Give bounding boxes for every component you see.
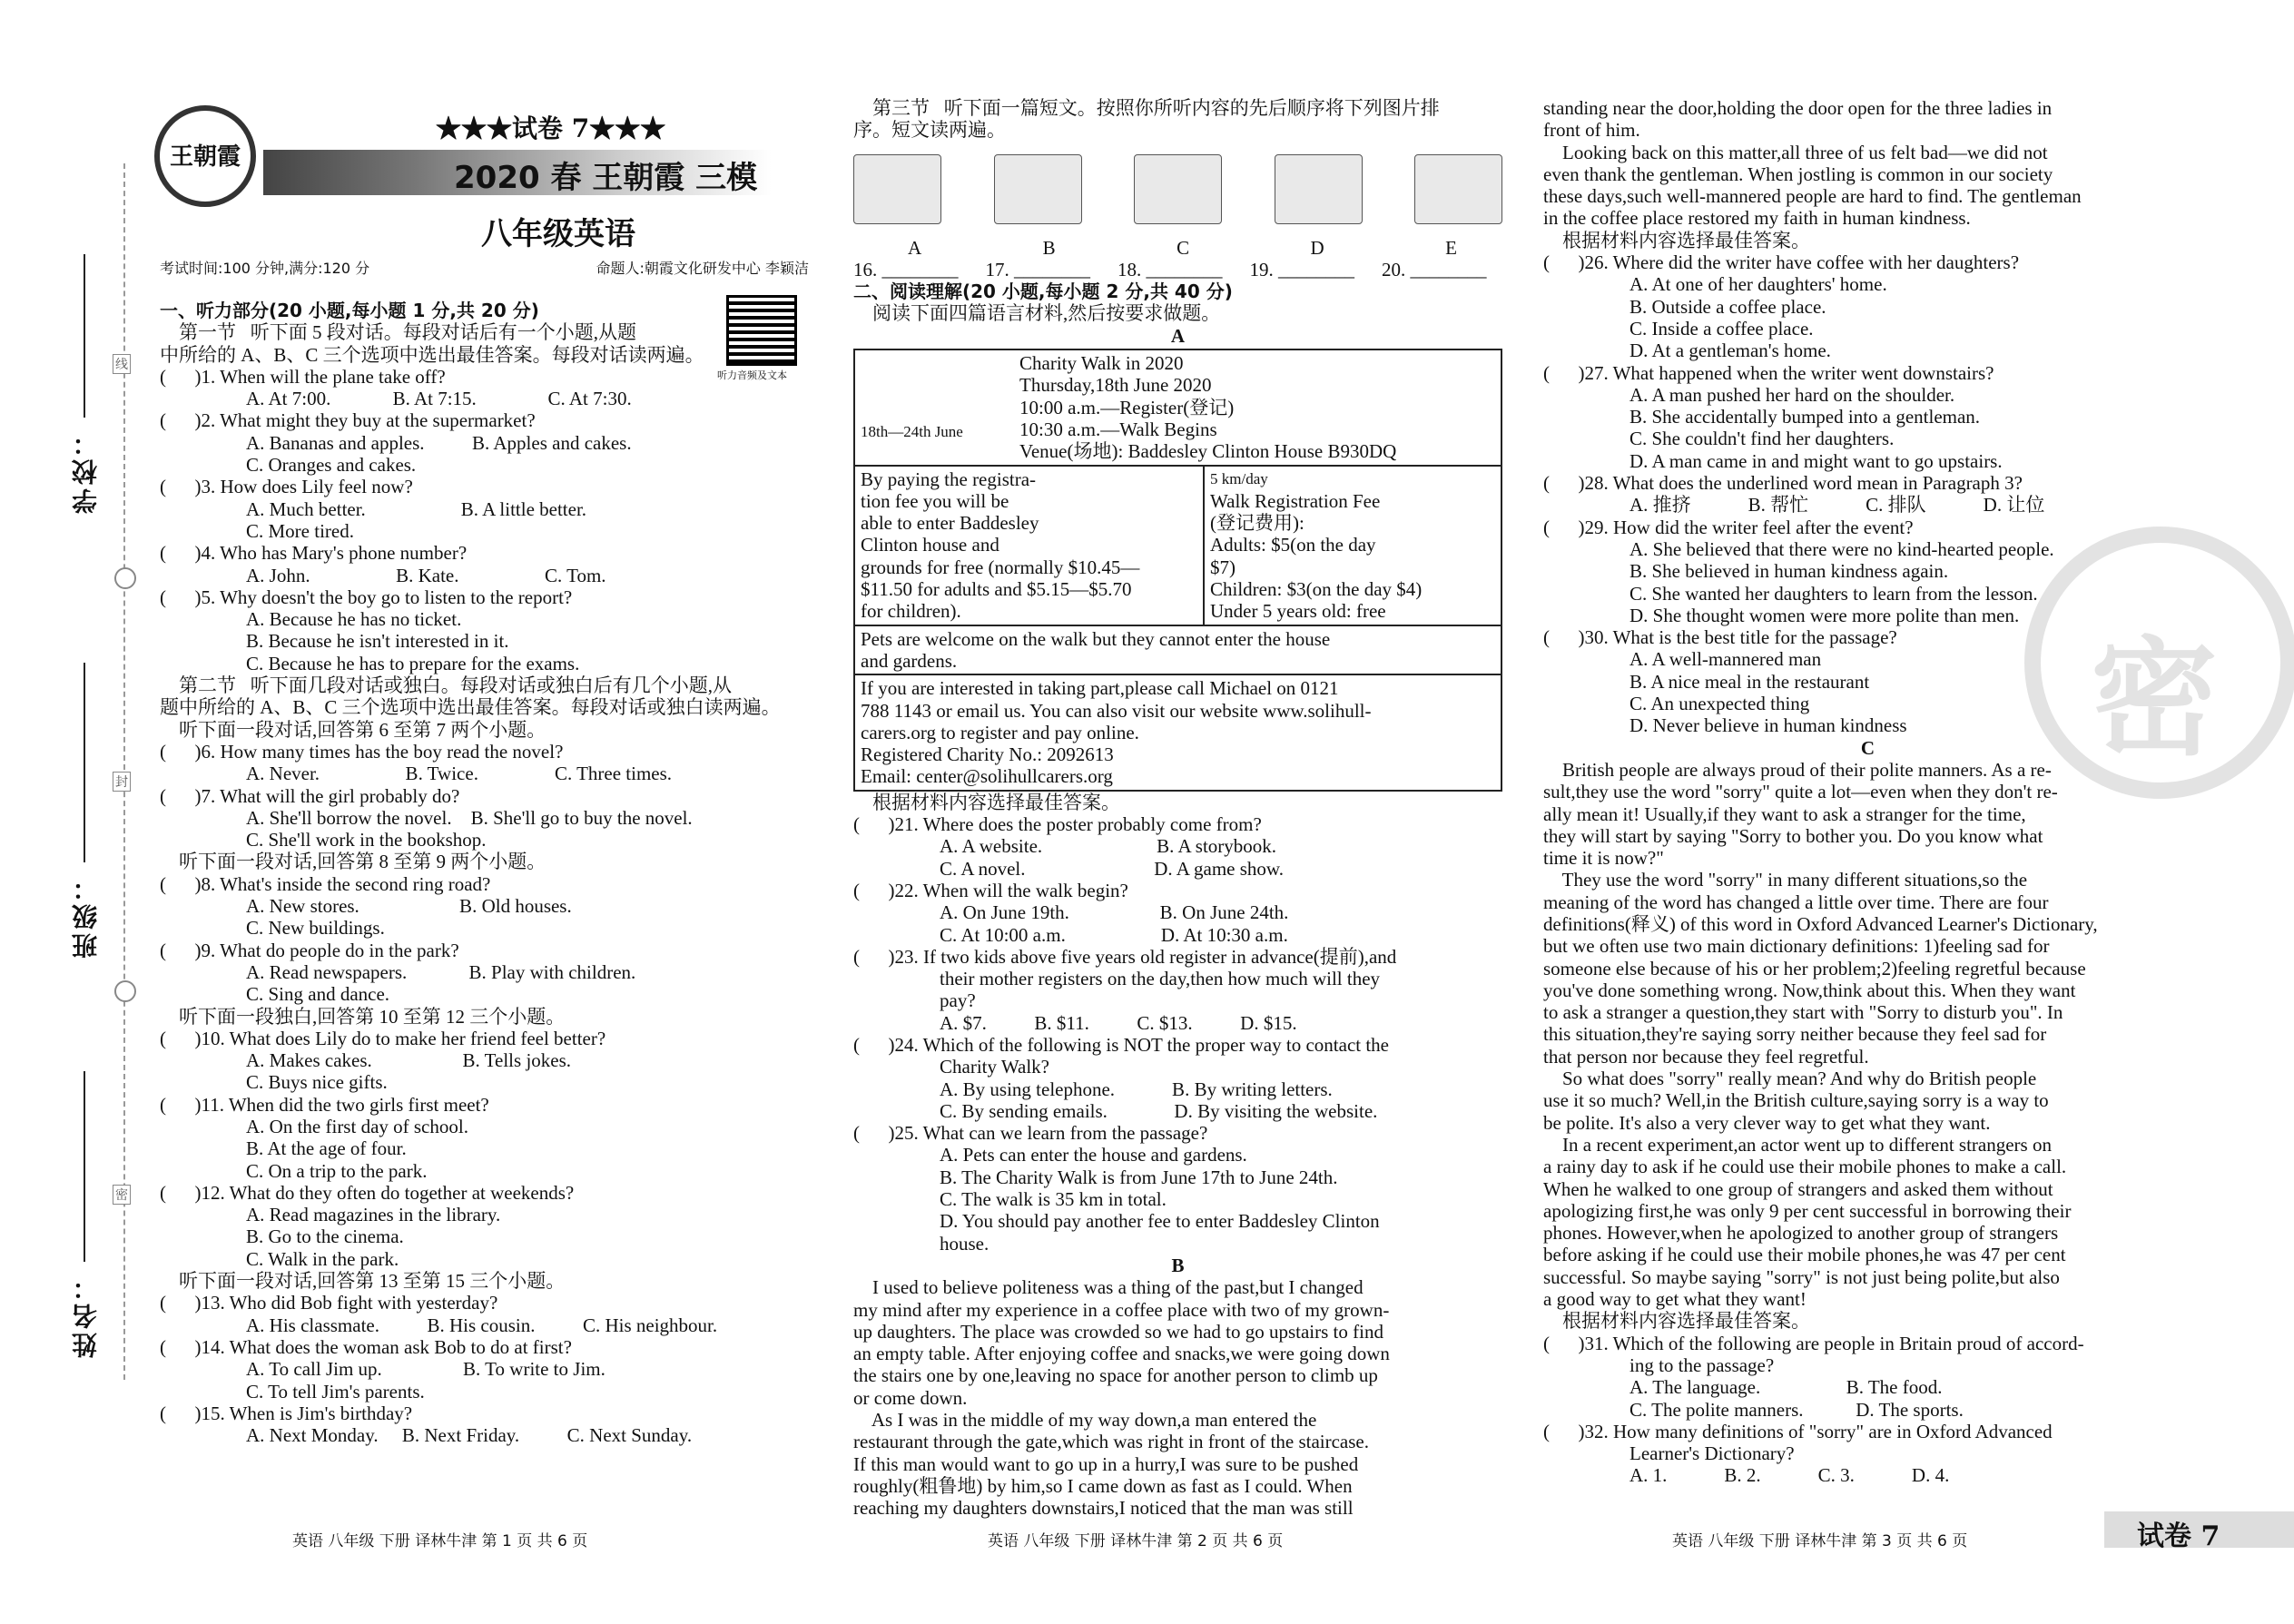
poster-speed: 5 km/day	[1210, 469, 1268, 487]
poster-line: $11.50 for adults and $5.15—$5.70	[861, 578, 1132, 601]
text-line: my mind after my experience in a coffee place with two of my grown-	[853, 1298, 1390, 1321]
text-line: D. Never believe in human kindness	[1629, 714, 1907, 737]
school-label: 学校：	[71, 427, 101, 514]
text-line: So what does "sorry" really mean? And why do British people	[1543, 1068, 2037, 1090]
poster-line: Walk Registration Fee	[1210, 489, 1381, 512]
text-line: B	[1171, 1254, 1185, 1276]
text-line: time it is now?"	[1543, 847, 1664, 870]
text-line: an empty table. After enjoying coffee and snacks,we were going down	[853, 1343, 1390, 1365]
text-line: successful. So maybe saying "sorry" is not just being polite,but also	[1543, 1265, 2060, 1288]
text-line: D. She thought women were more polite than men.	[1629, 604, 2020, 626]
question-line: ( )1. When will the plane take off?	[160, 365, 446, 388]
poster-line: Pets are welcome on the walk but they cannot enter the house	[861, 627, 1331, 650]
text-line: C. A novel. D. A game show.	[940, 857, 1284, 880]
text-line: C. The walk is 35 km in total.	[940, 1188, 1167, 1211]
text-line: C. Sing and dance.	[246, 983, 390, 1006]
text-line: these days,such well-mannered people are hard to find. The gentleman	[1543, 185, 2082, 208]
flower-picture	[1134, 154, 1222, 224]
text-line: that person nor because they feel regretful.	[1543, 1045, 1869, 1068]
poster-line: Venue(场地): Baddesley Clinton House B930DQ	[1019, 440, 1397, 463]
page-2-column	[853, 97, 1502, 1520]
seal-tag: 封	[113, 772, 131, 792]
poster-contact	[855, 675, 1501, 789]
text-line: B. A nice meal in the restaurant	[1629, 670, 1870, 693]
text-line: C. More tired.	[246, 519, 354, 542]
text-line: B. She accidentally bumped into a gentleman.	[1629, 406, 1981, 428]
text-line: standing near the door,holding the door open for the three ladies in	[1543, 97, 2053, 119]
poster-line: Thursday,18th June 2020	[1019, 374, 1212, 397]
watermark-stamp: 密	[2024, 527, 2294, 799]
question-line: ( )25. What can we learn from the passage?	[853, 1122, 1208, 1145]
poster-line: Clinton house and	[861, 534, 999, 556]
text-line: A. Bananas and apples. B. Apples and cakes.	[246, 431, 632, 454]
text-line: 题中所给的 A、B、C 三个选项中选出最佳答案。每段对话或独白读两遍。	[160, 696, 781, 719]
text-line: 听下面一段对话,回答第 13 至第 15 三个小题。	[160, 1270, 566, 1293]
text-line: 中所给的 A、B、C 三个选项中选出最佳答案。每段对话读两遍。	[160, 343, 704, 366]
text-line: A. A website. B. A storybook.	[940, 835, 1277, 858]
text-line: B. The Charity Walk is from June 17th to June 24th.	[940, 1166, 1338, 1188]
text-line: C. Buys nice gifts.	[246, 1071, 388, 1094]
text-line: A. Because he has no ticket.	[246, 608, 462, 631]
poster-line: for children).	[861, 600, 961, 623]
text-line: C. She'll work in the bookshop.	[246, 829, 487, 851]
text-line: A. 推挤 B. 帮忙 C. 排队 D. 让位	[1629, 494, 2045, 517]
picture-label: B	[1042, 236, 1056, 259]
text-line: roughly(粗鲁地) by him,so I came down as fast as I could. When	[853, 1474, 1353, 1497]
question-line: ( )32. How many definitions of "sorry" are in Oxford Advanced	[1543, 1420, 2053, 1442]
text-line: D. A man came in and might want to go upstairs.	[1629, 449, 2003, 472]
question-line: ( )26. Where did the writer have coffee with her daughters?	[1543, 251, 2020, 274]
poster-line: 10:30 a.m.—Walk Begins	[1019, 418, 1217, 440]
question-line: ( )29. How did the writer feel after the event?	[1543, 516, 1914, 538]
text-line: even thank the gentleman. When jostling is common in our society	[1543, 162, 2053, 185]
poster-line: able to enter Baddesley	[861, 512, 1039, 535]
question-line: ( )3. How does Lily feel now?	[160, 476, 413, 498]
text-line: 听下面一段对话,回答第 6 至第 7 两个小题。	[160, 718, 546, 741]
text-line: A. Never. B. Twice. C. Three times.	[246, 763, 673, 785]
text-line: 第三节 听下面一篇短文。按照你所听内容的先后顺序将下列图片排	[853, 97, 1440, 119]
text-line: A. By using telephone. B. By writing letters.	[940, 1078, 1333, 1100]
text-line: A. The language. B. The food.	[1629, 1376, 1943, 1399]
poster-line: 788 1143 or email us. You can also visit our website www.solihull-	[861, 699, 1372, 722]
corner-badge: 试卷 7	[2104, 1511, 2294, 1548]
question-line: ( )30. What is the best title for the passage?	[1543, 626, 1897, 649]
text-line: C. Inside a coffee place.	[1629, 317, 1814, 340]
poster-fee-info	[1210, 490, 1495, 623]
poster-line: Email: center@solihullcarers.org	[861, 765, 1113, 788]
text-line: A. New stores. B. Old houses.	[246, 895, 572, 918]
page-footer: 英语 八年级 下册 译林牛津 第 3 页 共 6 页	[1672, 1532, 1968, 1550]
question-line: ( )11. When did the two girls first meet?	[160, 1093, 489, 1116]
text-line: A. Read magazines in the library.	[246, 1204, 501, 1226]
text-line: C. Because he has to prepare for the exams.	[246, 652, 580, 674]
text-line: A. 1. B. 2. C. 3. D. 4.	[1629, 1464, 1950, 1487]
picture-label: A	[908, 236, 922, 259]
text-line: but we often use two main dictionary definitions: 1)feeling sad for	[1543, 935, 2050, 958]
text-line: ing to the passage?	[1629, 1353, 1775, 1376]
text-line: 第二节 听下面几段对话或独白。每段对话或独白后有几个小题,从	[160, 674, 732, 697]
text-line: pay?	[940, 989, 976, 1012]
question-line: ( )13. Who did Bob fight with yesterday?	[160, 1292, 498, 1314]
text-line: A. Pets can enter the house and gardens.	[940, 1144, 1247, 1166]
secret-tag: 密	[113, 1185, 131, 1205]
question-line: ( )8. What's inside the second ring road?	[160, 872, 491, 895]
question-line: ( )5. Why doesn't the boy go to listen to the report?	[160, 586, 573, 608]
question-line: ( )2. What might they buy at the supermarket?	[160, 409, 536, 432]
question-line: ( )14. What does the woman ask Bob to do at first?	[160, 1335, 572, 1358]
answer-blank[interactable]: 17. ________	[985, 258, 1090, 281]
answer-blank[interactable]: 18. ________	[1117, 258, 1223, 281]
page-1-column	[160, 300, 809, 1446]
text-line: a rainy day to ask if he could use their mobile phones to make a call.	[1543, 1156, 2067, 1178]
poster-dates: 18th—24th June	[861, 423, 963, 441]
text-line: 一、听力部分(20 小题,每小题 1 分,共 20 分)	[160, 300, 539, 321]
page-footer: 英语 八年级 下册 译林牛津 第 1 页 共 6 页	[292, 1532, 588, 1550]
text-line: definitions(释义) of this word in Oxford Advanced Learner's Dictionary,	[1543, 912, 2098, 935]
answer-blank[interactable]: 19. ________	[1249, 258, 1354, 281]
question-line: ( )9. What do people do in the park?	[160, 939, 459, 961]
name-label: 姓名：	[71, 1271, 101, 1358]
text-line: 听下面一段对话,回答第 8 至第 9 两个小题。	[160, 851, 546, 873]
poster-line: Adults: $5(on the day	[1210, 534, 1376, 556]
qr-caption: 听力音频及文本	[717, 369, 787, 381]
text-line: ally mean it! Usually,if they want to ask a stranger for the time,	[1543, 802, 2026, 825]
class-label: 班级：	[71, 871, 101, 959]
text-line: D. At a gentleman's home.	[1629, 340, 1831, 362]
page-3-column	[1543, 97, 2192, 1487]
question-line: ( )28. What does the underlined word mean in Paragraph 3?	[1543, 472, 2023, 495]
poster-line: Under 5 years old: free	[1210, 600, 1386, 623]
picture-label: E	[1445, 236, 1457, 259]
text-line: to ask a stranger a question,they start with "Sorry to disturb you". In	[1543, 1001, 2063, 1024]
poster-line: grounds for free (normally $10.45—	[861, 556, 1140, 578]
text-line: A. On June 19th. B. On June 24th.	[940, 901, 1289, 924]
exam-time: 考试时间:100 分钟,满分:120 分	[160, 260, 370, 277]
subject-title: 八年级英语	[481, 216, 635, 252]
text-line: C. She wanted her daughters to learn from the lesson.	[1629, 582, 2038, 605]
text-line: Learner's Dictionary?	[1629, 1442, 1795, 1465]
exam-author: 命题人:朝霞文化研发中心 李颖洁	[596, 260, 809, 277]
text-line: before asking if he could use their mobile phones,he was 47 per cent	[1543, 1244, 2066, 1266]
text-line: A. $7. B. $11. C. $13. D. $15.	[940, 1011, 1297, 1034]
text-line: reaching my daughters downstairs,I noticed that the man was still	[853, 1497, 1354, 1520]
text-line: A. John. B. Kate. C. Tom.	[246, 564, 606, 586]
mountain-picture	[1275, 154, 1363, 224]
poster-line: $7)	[1210, 556, 1236, 578]
question-line: ( )7. What will the girl probably do?	[160, 784, 460, 807]
exam-meta	[160, 257, 809, 278]
poster-pets	[855, 626, 1501, 674]
text-line: house.	[940, 1232, 989, 1255]
school-blank	[84, 254, 85, 418]
text-line: this situation,they're saying sorry neither because they feel sad for	[1543, 1023, 2047, 1046]
text-line: A. Much better. B. A little better.	[246, 497, 587, 520]
text-line: front of him.	[1543, 119, 1640, 142]
house-picture	[994, 154, 1082, 224]
poster-line: If you are interested in taking part,please call Michael on 0121	[861, 677, 1339, 700]
text-line: or come down.	[853, 1386, 968, 1409]
question-line: ( )15. When is Jim's birthday?	[160, 1402, 413, 1424]
poster-line: Charity Walk in 2020	[1019, 352, 1184, 375]
question-line: ( )4. Who has Mary's phone number?	[160, 542, 468, 565]
text-line: A. Makes cakes. B. Tells jokes.	[246, 1049, 572, 1072]
text-line: A. A well-mannered man	[1629, 648, 1822, 671]
text-line: C. Oranges and cakes.	[246, 454, 417, 477]
class-blank	[84, 663, 85, 862]
text-line: B. At the age of four.	[246, 1137, 407, 1160]
food-picture	[1414, 154, 1502, 224]
text-line: apologizing first,he was only 9 per cent successful in borrowing their	[1543, 1199, 2072, 1222]
binding-hole	[114, 980, 136, 1002]
paper-number: ★★★试卷 7★★★	[436, 113, 666, 143]
text-line: 第一节 听下面 5 段对话。每段对话后有一个小题,从题	[160, 321, 636, 344]
text-line: In a recent experiment,an actor went up to different strangers on	[1543, 1133, 2052, 1156]
answer-blank[interactable]: 16. ________	[853, 258, 959, 281]
text-line: B. Because he isn't interested in it.	[246, 630, 509, 653]
page-footer: 英语 八年级 下册 译林牛津 第 2 页 共 6 页	[988, 1532, 1284, 1550]
text-line: A. To call Jim up. B. To write to Jim.	[246, 1358, 605, 1381]
text-line: 根据材料内容选择最佳答案。	[1543, 229, 1810, 251]
question-line: ( )27. What happened when the writer went downstairs?	[1543, 361, 1994, 384]
text-line: A. His classmate. B. His cousin. C. His neighbour.	[246, 1314, 718, 1336]
text-line: Charity Walk?	[940, 1056, 1049, 1078]
text-line: use it so much? Well,in the British culture,saying sorry is a way to	[1543, 1089, 2049, 1112]
name-blank	[84, 1071, 85, 1262]
text-line: C	[1860, 736, 1876, 759]
text-line: C. She couldn't find her daughters.	[1629, 428, 1895, 450]
text-line: A. Next Monday. B. Next Friday. C. Next Sunday.	[246, 1424, 693, 1447]
paper-header	[154, 100, 808, 272]
question-line: ( )12. What do they often do together at weekends?	[160, 1181, 575, 1204]
poster-line: carers.org to register and pay online.	[861, 721, 1139, 743]
text-line: be polite. It's also a very clever way to get what they want.	[1543, 1111, 1991, 1134]
charity-poster	[853, 349, 1502, 792]
question-line: ( )21. Where does the poster probably come from?	[853, 813, 1262, 836]
poster-line: Registered Charity No.: 2092613	[861, 743, 1114, 766]
text-line: phones. However,when he apologized to another group of strangers	[1543, 1222, 2059, 1245]
poster-pay-info	[855, 467, 1205, 625]
poster-line: (登记费用):	[1210, 512, 1305, 535]
question-line: ( )23. If two kids above five years old register in advance(提前),and	[853, 945, 1397, 968]
text-line: When he walked to one group of strangers and asked them without	[1543, 1177, 2053, 1200]
text-line: B. Outside a coffee place.	[1629, 295, 1826, 318]
poster-line: Children: $3(on the day $4)	[1210, 578, 1423, 601]
question-line: ( )6. How many times has the boy read the novel?	[160, 740, 564, 763]
text-line: 二、阅读理解(20 小题,每小题 2 分,共 40 分)	[853, 281, 1233, 303]
binding-margin	[0, 0, 150, 1624]
text-line: 序。短文读两遍。	[853, 119, 1006, 142]
answer-blank[interactable]: 20. ________	[1382, 258, 1487, 281]
question-line: ( )10. What does Lily do to make her friend feel better?	[160, 1027, 606, 1049]
text-line: C. On a trip to the park.	[246, 1159, 428, 1182]
text-line: As I was in the middle of my way down,a man entered the	[853, 1409, 1317, 1432]
answer-blanks	[853, 259, 1502, 281]
text-line: A. She believed that there were no kind-hearted people.	[1629, 537, 2054, 560]
text-line: C. New buildings.	[246, 917, 385, 940]
text-line: D. You should pay another fee to enter Baddesley Clinton	[940, 1210, 1380, 1233]
poster-line: 10:00 a.m.—Register(登记)	[1019, 396, 1235, 418]
question-line: ( )24. Which of the following is NOT the proper way to contact the	[853, 1033, 1389, 1056]
poster-line: tion fee you will be	[861, 489, 1009, 512]
text-line: British people are always proud of their polite manners. As a re-	[1543, 758, 2052, 781]
text-line: up daughters. The place was crowded so we had to go upstairs to find	[853, 1320, 1383, 1343]
question-line: ( )22. When will the walk begin?	[853, 879, 1128, 901]
text-line: C. An unexpected thing	[1629, 693, 1810, 715]
text-line: someone else because of his or her problem;2)feeling regretful because	[1543, 957, 2086, 979]
text-line: A. She'll borrow the novel. B. She'll go to buy the novel.	[246, 806, 693, 829]
poster-line: By paying the registra-	[861, 468, 1037, 490]
text-line: A. On the first day of school.	[246, 1115, 468, 1137]
text-line: 根据材料内容选择最佳答案。	[1543, 1310, 1810, 1333]
text-line: I used to believe politeness was a thing of the past,but I changed	[853, 1276, 1364, 1299]
picture-row	[853, 142, 1502, 237]
text-line: their mother registers on the day,then how much will they	[940, 968, 1381, 990]
text-line: They use the word "sorry" in many different situations,so the	[1543, 869, 2028, 891]
line-tag: 线	[113, 354, 131, 374]
text-line: If this man would want to go up in a hurry,I was sure to be pushed	[853, 1452, 1359, 1475]
text-line: in the coffee place restored my faith in human kindness.	[1543, 207, 1971, 230]
text-line: 听下面一段独白,回答第 10 至第 12 三个小题。	[160, 1005, 566, 1028]
text-line: A. Read newspapers. B. Play with children.	[246, 960, 636, 983]
text-line: C. Walk in the park.	[246, 1247, 399, 1270]
text-line: B. She believed in human kindness again.	[1629, 560, 1949, 583]
binding-hole	[114, 567, 136, 589]
text-line: C. By sending emails. D. By visiting the website.	[940, 1099, 1378, 1122]
text-line: B. Go to the cinema.	[246, 1225, 404, 1248]
text-line: sult,they use the word "sorry" quite a lot—even when they don't re-	[1543, 781, 2058, 803]
poster-line: and gardens.	[861, 649, 958, 672]
brand-logo: 王朝霞	[154, 105, 256, 207]
train-picture	[853, 154, 941, 224]
text-line: restaurant through the gate,which was right in front of the staircase.	[853, 1431, 1369, 1453]
text-line: A. At 7:00. B. At 7:15. C. At 7:30.	[246, 388, 632, 410]
text-line: Looking back on this matter,all three of us felt bad—we did not	[1543, 141, 2048, 163]
text-line: C. At 10:00 a.m. D. At 10:30 a.m.	[940, 923, 1288, 946]
text-line: A. At one of her daughters' home.	[1629, 273, 1887, 296]
text-line: they will start by saying "Sorry to bother you. Do you know what	[1543, 824, 2043, 847]
picture-label: D	[1310, 236, 1324, 259]
question-line: ( )31. Which of the following are people in Britain proud of accord-	[1543, 1332, 2084, 1354]
text-line: C. The polite manners. D. The sports.	[1629, 1398, 1964, 1421]
picture-label: C	[1177, 236, 1190, 259]
text-line: a good way to get what they want!	[1543, 1288, 1807, 1311]
text-line: you've done something wrong. Now,think about this. When they want	[1543, 979, 2076, 1001]
text-line: C. To tell Jim's parents.	[246, 1380, 425, 1403]
text-line: the stairs one by one,leaving no space for another person to climb up	[853, 1364, 1378, 1387]
text-line: meaning of the word has changed a little over time. There are four	[1543, 891, 2049, 913]
picture-labels	[853, 237, 1502, 259]
text-line: A. A man pushed her hard on the shoulder.	[1629, 383, 1955, 406]
text-line: A	[1170, 324, 1186, 347]
exam-title: 2020 春 王朝霞 三模	[454, 160, 758, 196]
text-line: 阅读下面四篇语言材料,然后按要求做题。	[853, 302, 1221, 325]
text-line: 根据材料内容选择最佳答案。	[853, 791, 1120, 813]
